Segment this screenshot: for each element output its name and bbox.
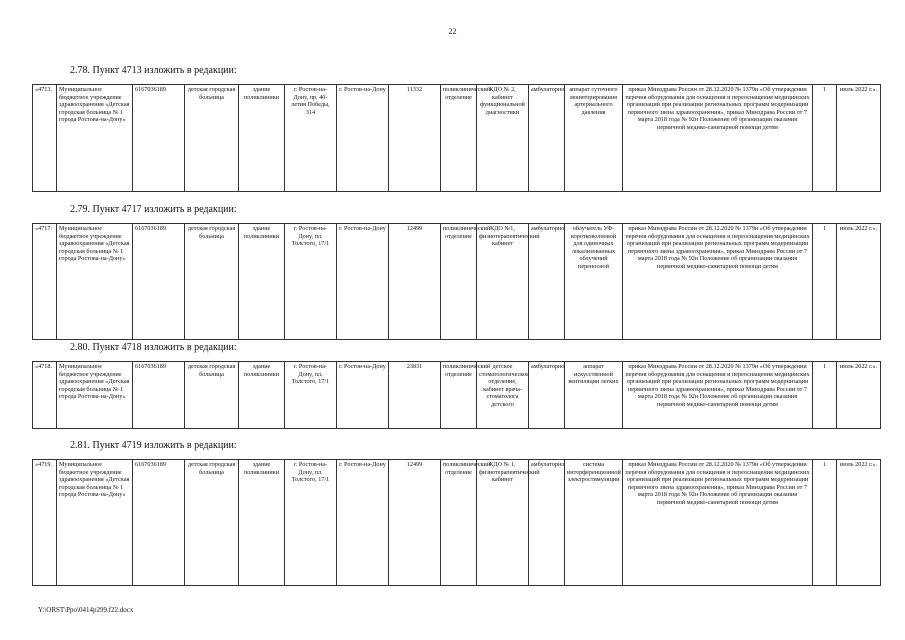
department: поликлинический отделение (441, 460, 477, 586)
facility-type: детская городская больница (185, 85, 239, 192)
code: 11332 (389, 85, 441, 192)
inn-code: 6167036189 (133, 85, 185, 192)
address: г. Ростов-на-Дону, пр. 40-летия Победы, 314 (285, 85, 337, 192)
deadline: июль 2022 г.». (837, 224, 881, 340)
room: КДО №1, физиотерапевтический кабинет (477, 224, 529, 340)
inn-code: 6167036189 (133, 224, 185, 340)
department: поликлинический отделение (441, 85, 477, 192)
city: г. Ростов-на-Дону (337, 85, 389, 192)
table-row (33, 362, 881, 429)
row-number: «4713. (33, 85, 57, 192)
address: г. Ростов-на-Дону, пл. Толстого, 17/1 (285, 362, 337, 429)
table-row (33, 460, 881, 586)
city: г. Ростов-на-Дону (337, 460, 389, 586)
care-mode: амбулаторно (529, 362, 565, 429)
care-mode: амбулаторно (529, 224, 565, 340)
city: г. Ростов-на-Дону (337, 224, 389, 340)
room: КДО № 2, кабинет функциональной диагностики (477, 85, 529, 192)
room: детское стоматологическое отделение, кабинет врача-стоматолога детского (477, 362, 529, 429)
code: 12499 (389, 224, 441, 340)
row-number: «4718. (33, 362, 57, 429)
quantity: 1 (813, 460, 837, 586)
equipment: облучатель УФ-коротковолновой для одиночных локализованных облучений переносной (565, 224, 623, 340)
row-number: «4717. (33, 224, 57, 340)
page-number: 22 (448, 27, 457, 36)
record-table-4717 (32, 223, 881, 340)
legal-basis: приказ Минздрава России от 28.12.2020 № 1379н «Об утверждении перечня оборудования для оснащения и переоснащения медицинских организаций при реализации региональных программ модернизации первичного звена здравоохранения», приказ Минздрава России от 7 марта 2018 года № 92н Положение об организации оказания первичной медико-санитарной помощи детям (623, 85, 813, 192)
deadline: июль 2022 г.». (837, 362, 881, 429)
code: 23831 (389, 362, 441, 429)
organization-name: Муниципальное бюджетное учреждение здравоохранения «Детская городская больница № 1 города Ростова-на-Дону» (57, 224, 133, 340)
deadline: июль 2022 г.». (837, 460, 881, 586)
organization-name: Муниципальное бюджетное учреждение здравоохранения «Детская городская больница № 1 города Ростова-на-Дону» (57, 85, 133, 192)
room: КДО № 1, физиотерапевтический кабинет (477, 460, 529, 586)
department: поликлинический отделение (441, 224, 477, 340)
quantity: 1 (813, 362, 837, 429)
section-heading-2-79: 2.79. Пункт 4717 изложить в редакции: (70, 204, 237, 215)
legal-basis: приказ Минздрава России от 28.12.2020 № 1379н «Об утверждении перечня оборудования для оснащения и переоснащения медицинских организаций при реализации региональных программ модернизации первичного звена здравоохранения», приказ Минздрава России от 7 марта 2018 года № 92н Положение об организации оказания первичной медико-санитарной помощи детям (623, 362, 813, 429)
facility-type: детская городская больница (185, 460, 239, 586)
deadline: июль 2022 г.». (837, 85, 881, 192)
quantity: 1 (813, 224, 837, 340)
row-number: «4719. (33, 460, 57, 586)
address: г. Ростов-на-Дону, пл. Толстого, 17/1 (285, 224, 337, 340)
facility-type: детская городская больница (185, 224, 239, 340)
equipment: аппарат искусственной вентиляции легких (565, 362, 623, 429)
building: здание поликлиники (239, 460, 285, 586)
equipment: система интерференционной электростимуляции (565, 460, 623, 586)
address: г. Ростов-на-Дону, пл. Толстого, 17/1 (285, 460, 337, 586)
code: 12499 (389, 460, 441, 586)
care-mode: амбулаторно (529, 460, 565, 586)
building: здание поликлиники (239, 85, 285, 192)
department: поликлинический отделение (441, 362, 477, 429)
care-mode: амбулаторно (529, 85, 565, 192)
quantity: 1 (813, 85, 837, 192)
table-row (33, 85, 881, 192)
legal-basis: приказ Минздрава России от 28.12.2020 № 1379н «Об утверждении перечня оборудования для оснащения и переоснащения медицинских организаций при реализации региональных программ модернизации первичного звена здравоохранения», приказ Минздрава России от 7 марта 2018 года № 92н Положение об организации оказания первичной медико-санитарной помощи детям (623, 224, 813, 340)
footer-file-path: Y:\ORST\Ppo\0414p299.f22.docx (38, 606, 134, 614)
equipment: аппарат суточного мониторирования артериального давления (565, 85, 623, 192)
building: здание поликлиники (239, 224, 285, 340)
inn-code: 6167036189 (133, 362, 185, 429)
city: г. Ростов-на-Дону (337, 362, 389, 429)
section-heading-2-81: 2.81. Пункт 4719 изложить в редакции: (70, 440, 237, 451)
legal-basis: приказ Минздрава России от 28.12.2020 № 1379н «Об утверждении перечня оборудования для оснащения и переоснащения медицинских организаций при реализации региональных программ модернизации первичного звена здравоохранения», приказ Минздрава России от 7 марта 2018 года № 92н Положение об организации оказания первичной медико-санитарной помощи детям (623, 460, 813, 586)
organization-name: Муниципальное бюджетное учреждение здравоохранения «Детская городская больница № 1 города Ростова-на-Дону» (57, 460, 133, 586)
record-table-4719 (32, 459, 881, 586)
inn-code: 6167036189 (133, 460, 185, 586)
section-heading-2-80: 2.80. Пункт 4718 изложить в редакции: (70, 342, 237, 353)
building: здание поликлиники (239, 362, 285, 429)
organization-name: Муниципальное бюджетное учреждение здравоохранения «Детская городская больница № 1 города Ростова-на-Дону» (57, 362, 133, 429)
table-row (33, 224, 881, 340)
record-table-4718 (32, 361, 881, 429)
facility-type: детская городская больница (185, 362, 239, 429)
section-heading-2-78: 2.78. Пункт 4713 изложить в редакции: (70, 65, 237, 76)
record-table-4713 (32, 84, 881, 192)
